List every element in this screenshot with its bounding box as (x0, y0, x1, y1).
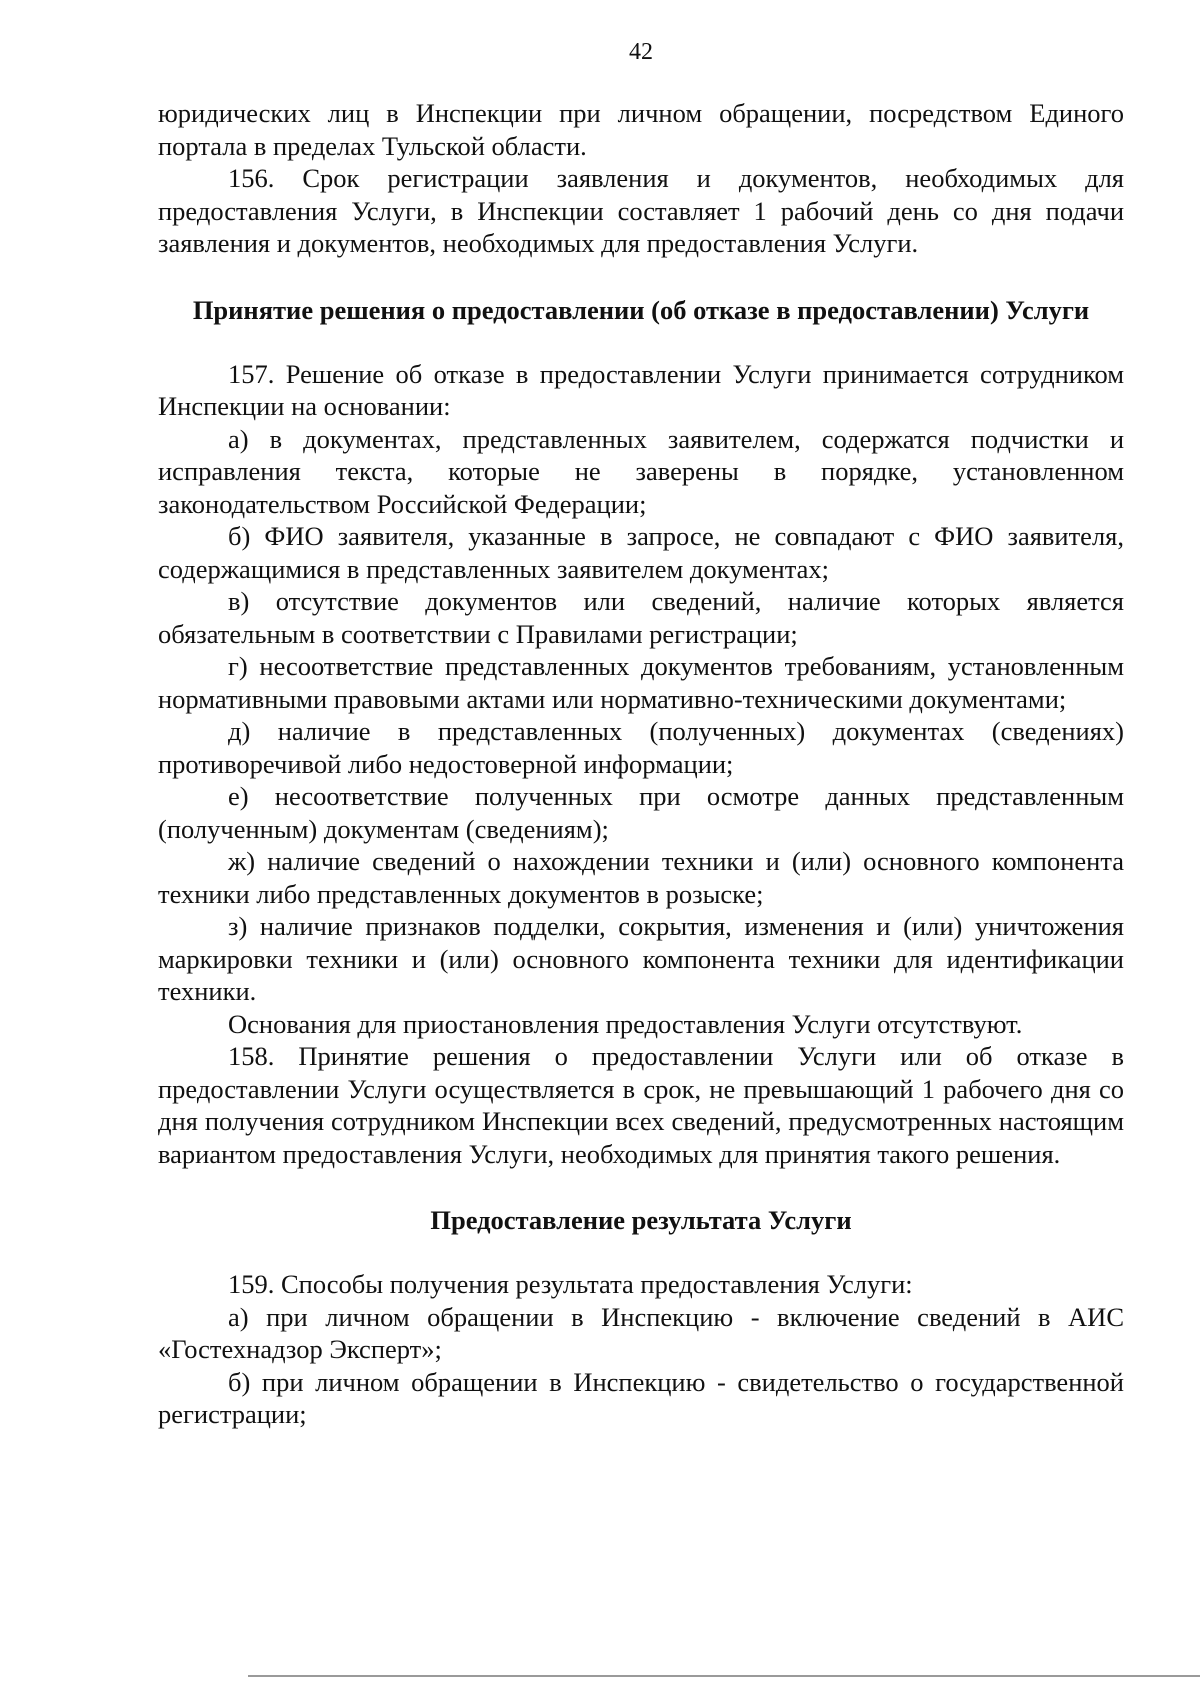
paragraph-continuation: юридических лиц в Инспекции при личном обращении, посредством Единого портала в пределах Тульской области. (158, 98, 1124, 161)
paragraph-158: 158. Принятие решения о предоставлении Услуги или об отказе в предоставлении Услуги осуществляется в срок, не превышающий 1 рабочего дня со дня получения сотрудником Инспекции всех сведений, предусмотренных настоящим вариантом предоставления Услуги, необходимых для принятия такого решения. (158, 1041, 1124, 1169)
list-item-d: д) наличие в представленных (полученных) документах (сведениях) противоречивой либо недостоверной информации; (158, 716, 1124, 779)
list-item-b: б) ФИО заявителя, указанные в запросе, не совпадают с ФИО заявителя, содержащимися в представленных заявителем документах; (158, 521, 1124, 584)
page-number: 42 (629, 39, 653, 65)
paragraph-suspension: Основания для приостановления предоставления Услуги отсутствуют. (228, 1008, 1023, 1039)
result-item-b: б) при личном обращении в Инспекцию - свидетельство о государственной регистрации; (158, 1366, 1124, 1429)
list-item-zh: ж) наличие сведений о нахождении техники и (или) основного компонента техники либо представленных документов в розыске; (158, 846, 1124, 909)
scan-edge-line (248, 1675, 1200, 1677)
paragraph-159: 159. Способы получения результата предоставления Услуги: (228, 1269, 913, 1299)
paragraph-157: 157. Решение об отказе в предоставлении Услуги принимается сотрудником Инспекции на основании: (158, 358, 1124, 421)
list-item-g: г) несоответствие представленных документов требованиям, установленным нормативными правовыми актами или нормативно-техническими документами; (158, 651, 1124, 714)
list-item-e: е) несоответствие полученных при осмотре данных представленным (полученным) документам (сведениям); (158, 781, 1124, 844)
document-body (158, 97, 1124, 1431)
paragraph-156: 156. Срок регистрации заявления и документов, необходимых для предоставления Услуги, в Инспекции составляет 1 рабочий день со дня подачи заявления и документов, необходимых для предоставления Услуги. (158, 163, 1124, 258)
document-page (158, 0, 1124, 1687)
list-item-a: а) в документах, представленных заявителем, содержатся подчистки и исправления текста, которые не заверены в порядке, установленном законодательством Российской Федерации; (158, 423, 1124, 519)
list-item-v: в) отсутствие документов или сведений, наличие которых является обязательным в соответствии с Правилами регистрации; (158, 586, 1124, 649)
list-item-z: з) наличие признаков подделки, сокрытия, изменения и (или) уничтожения маркировки техники и (или) основного компонента техники для идентификации техники. (158, 911, 1124, 1006)
result-item-a: а) при личном обращении в Инспекцию - включение сведений в АИС «Гостехнадзор Эксперт»; (158, 1301, 1124, 1364)
section-heading-result: Предоставление результата Услуги (430, 1205, 852, 1235)
section-heading-decision: Принятие решения о предоставлении (об отказе в предоставлении) Услуги (192, 294, 1090, 325)
